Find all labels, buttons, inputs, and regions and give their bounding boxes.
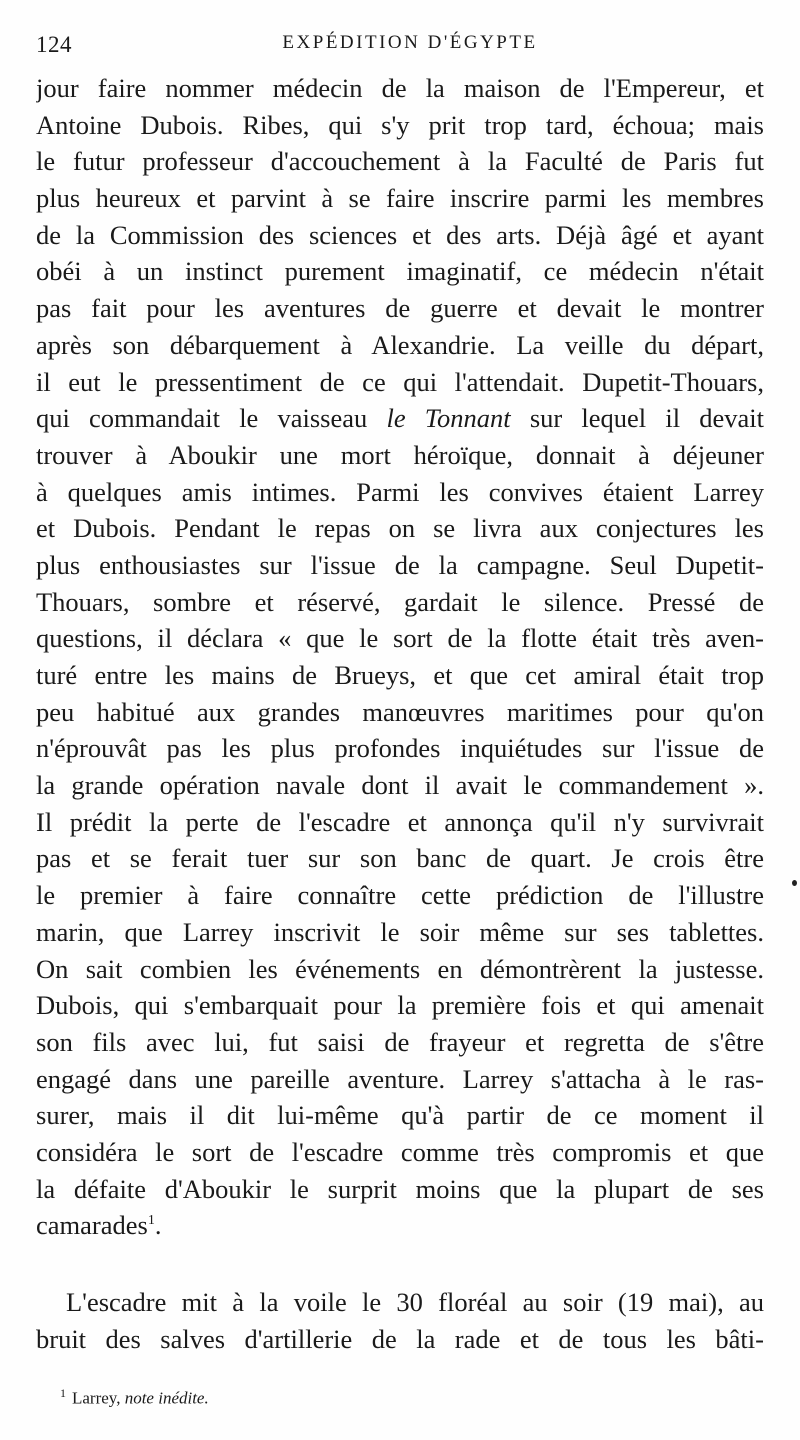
text-segment: qui commandait le vaisseau [36, 403, 387, 434]
text-line: le premier à faire connaître cette prédiction de l'illustre [36, 880, 764, 911]
text-line: On sait combien les événements en démontrèrent la justesse. [36, 953, 764, 984]
text-line: obéi à un instinct purement imaginatif, ce médecin n'était [36, 256, 764, 287]
text-line: trouver à Aboukir une mort héroïque, donnait à déjeuner [36, 439, 764, 470]
text-line: marin, que Larrey inscrivit le soir même sur ses tablettes. [36, 916, 764, 947]
footnote-reference[interactable]: 1 [147, 1213, 155, 1229]
text-line: et Dubois. Pendant le repas on se livra aux conjectures les [36, 513, 764, 544]
running-title: EXPÉDITION D'ÉGYPTE [282, 32, 538, 53]
text-line: de la Commission des sciences et des arts. Déjà âgé et ayant [36, 219, 764, 250]
footnote-author: Larrey, [72, 1388, 121, 1408]
text-line: après son débarquement à Alexandrie. La veille du départ, [36, 329, 764, 360]
text-line: peu habitué aux grandes manœuvres maritimes pour qu'on [36, 696, 764, 727]
text-segment: . [154, 1210, 162, 1241]
text-line [36, 1207, 764, 1244]
text-line: plus heureux et parvint à se faire inscrire parmi les membres [36, 183, 764, 214]
text-line: pas fait pour les aventures de guerre et devait le montrer [36, 293, 764, 324]
text-line: surer, mais il dit lui-même qu'à partir de ce moment il [36, 1100, 764, 1131]
paragraph-gap [36, 1244, 764, 1284]
text-line: plus enthousiastes sur l'issue de la campagne. Seul Dupetit- [36, 549, 764, 580]
text-line: jour faire nommer médecin de la maison de l'Empereur, et [36, 73, 764, 103]
body-text [36, 70, 764, 1357]
text-line: à quelques amis intimes. Parmi les convives étaient Larrey [36, 476, 764, 507]
text-line: considéra le sort de l'escadre comme très compromis et que [36, 1136, 764, 1167]
footnote [60, 1386, 209, 1409]
footnote-text: note inédite. [124, 1388, 209, 1408]
text-line: Thouars, sombre et réservé, gardait le silence. Pressé de [36, 586, 764, 617]
text-line: bruit des salves d'artillerie de la rade et de tous les bâti- [36, 1323, 764, 1354]
text-line: engagé dans une pareille aventure. Larrey s'attacha à le ras- [36, 1063, 764, 1094]
text-line: le futur professeur d'accouchement à la Faculté de Paris fut [36, 146, 764, 177]
text-line: pas et se ferait tuer sur son banc de quart. Je crois être [36, 843, 764, 874]
ship-name: le Tonnant [386, 403, 511, 434]
text-line: n'éprouvât pas les plus profondes inquiétudes sur l'issue de [36, 733, 764, 764]
text-line: turé entre les mains de Brueys, et que cet amiral était trop [36, 660, 764, 690]
text-line: son fils avec lui, fut saisi de frayeur et regretta de s'être [36, 1026, 764, 1057]
text-segment: camarades [36, 1210, 148, 1241]
text-line: Dubois, qui s'embarquait pour la première fois et qui amenait [36, 990, 764, 1021]
print-speck [792, 880, 797, 886]
running-head [36, 28, 764, 62]
text-line: il eut le pressentiment de ce qui l'attendait. Dupetit-Thouars, [36, 366, 764, 397]
text-line: questions, il déclara « que le sort de la flotte était très aven- [36, 623, 764, 654]
footnote-mark: 1 [60, 1386, 66, 1400]
text-line: la grande opération navale dont il avait le commandement ». [36, 770, 764, 801]
text-line: Il prédit la perte de l'escadre et annonça qu'il n'y survivrait [36, 806, 764, 837]
text-segment: sur lequel il devait [510, 403, 764, 434]
text-line: Antoine Dubois. Ribes, qui s'y prit trop tard, échoua; mais [36, 109, 764, 140]
text-line [36, 400, 764, 437]
text-line: L'escadre mit à la voile le 30 floréal au soir (19 mai), au [66, 1287, 764, 1317]
page-number: 124 [36, 32, 72, 57]
text-line: la défaite d'Aboukir le surprit moins que la plupart de ses [36, 1173, 764, 1204]
